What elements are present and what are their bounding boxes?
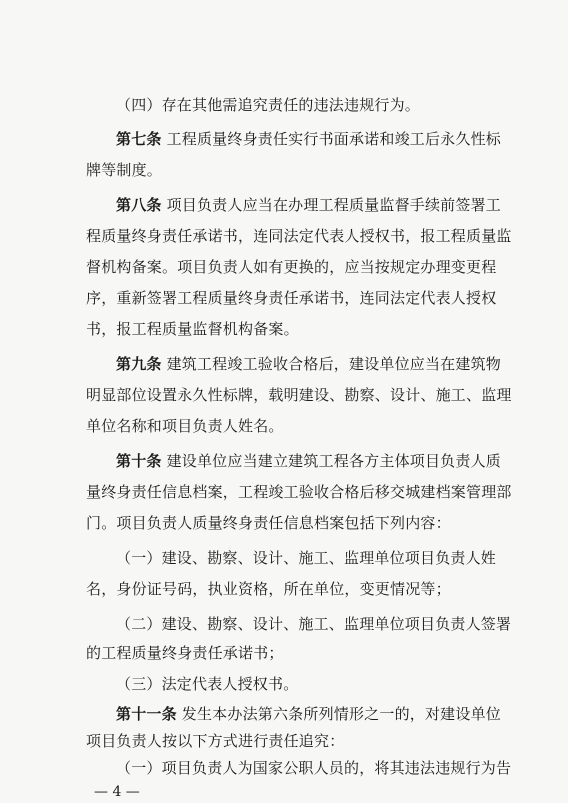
article-9-line-2: 明显部位设置永久性标牌，载明建设、勘察、设计、施工、监理 [86,386,512,404]
article-8-line-1 [116,195,501,215]
article-9-heading: 第九条 [116,355,162,373]
article-9-text: 建筑工程竣工验收合格后，建设单位应当在建筑物 [161,355,501,373]
article-11-item-1-line-1: （一）项目负责人为国家公职人员的，将其违法违规行为告 [116,759,512,777]
article-8-line-4: 序，重新签署工程质量终身责任承诺书，连同法定代表人授权 [86,289,497,307]
article-11-line-1 [116,704,501,724]
article-10-line-2: 量终身责任信息档案，工程竣工验收合格后移交城建档案管理部 [86,483,512,501]
list-item-3-line-1: （三）法定代表人授权书。 [116,675,299,693]
article-8-line-5: 书，报工程质量监督机构备案。 [86,320,299,338]
article-11-heading: 第十一条 [116,705,177,723]
article-9-line-1 [116,354,501,374]
paragraph-line: （四）存在其他需追究责任的违法违规行为。 [116,96,421,114]
article-10-heading: 第十条 [116,452,162,470]
page-number: — 4 — [94,784,140,800]
list-item-2-line-1: （二）建设、勘察、设计、施工、监理单位项目负责人签署 [116,615,512,633]
article-8-line-3: 督机构备案。项目负责人如有更换的，应当按规定办理变更程 [86,258,497,276]
article-7-heading: 第七条 [116,130,162,148]
list-item-1-line-2: 名，身份证号码，执业资格，所在单位，变更情况等； [86,580,451,598]
article-7-line-2: 牌等制度。 [86,161,163,179]
article-7-text: 工程质量终身责任实行书面承诺和竣工后永久性标 [161,130,501,148]
list-item-1-line-1: （一）建设、勘察、设计、施工、监理单位项目负责人姓 [116,549,497,567]
list-item-2-line-2: 的工程质量终身责任承诺书； [86,644,284,662]
article-10-text: 建设单位应当建立建筑工程各方主体项目负责人质 [161,452,501,470]
article-10-line-1 [116,451,501,471]
article-11-line-2: 项目负责人按以下方式进行责任追究： [86,732,345,750]
article-7-line-1 [116,129,501,149]
article-9-line-3: 单位名称和项目负责人姓名。 [86,417,284,435]
article-8-heading: 第八条 [116,196,162,214]
article-8-text: 项目负责人应当在办理工程质量监督手续前签署工 [161,196,501,214]
article-10-line-3: 门。项目负责人质量终身责任信息档案包括下列内容： [86,514,451,532]
article-8-line-2: 程质量终身责任承诺书，连同法定代表人授权书，报工程质量监 [86,227,512,245]
article-11-text: 发生本办法第六条所列情形之一的，对建设单位 [176,705,501,723]
